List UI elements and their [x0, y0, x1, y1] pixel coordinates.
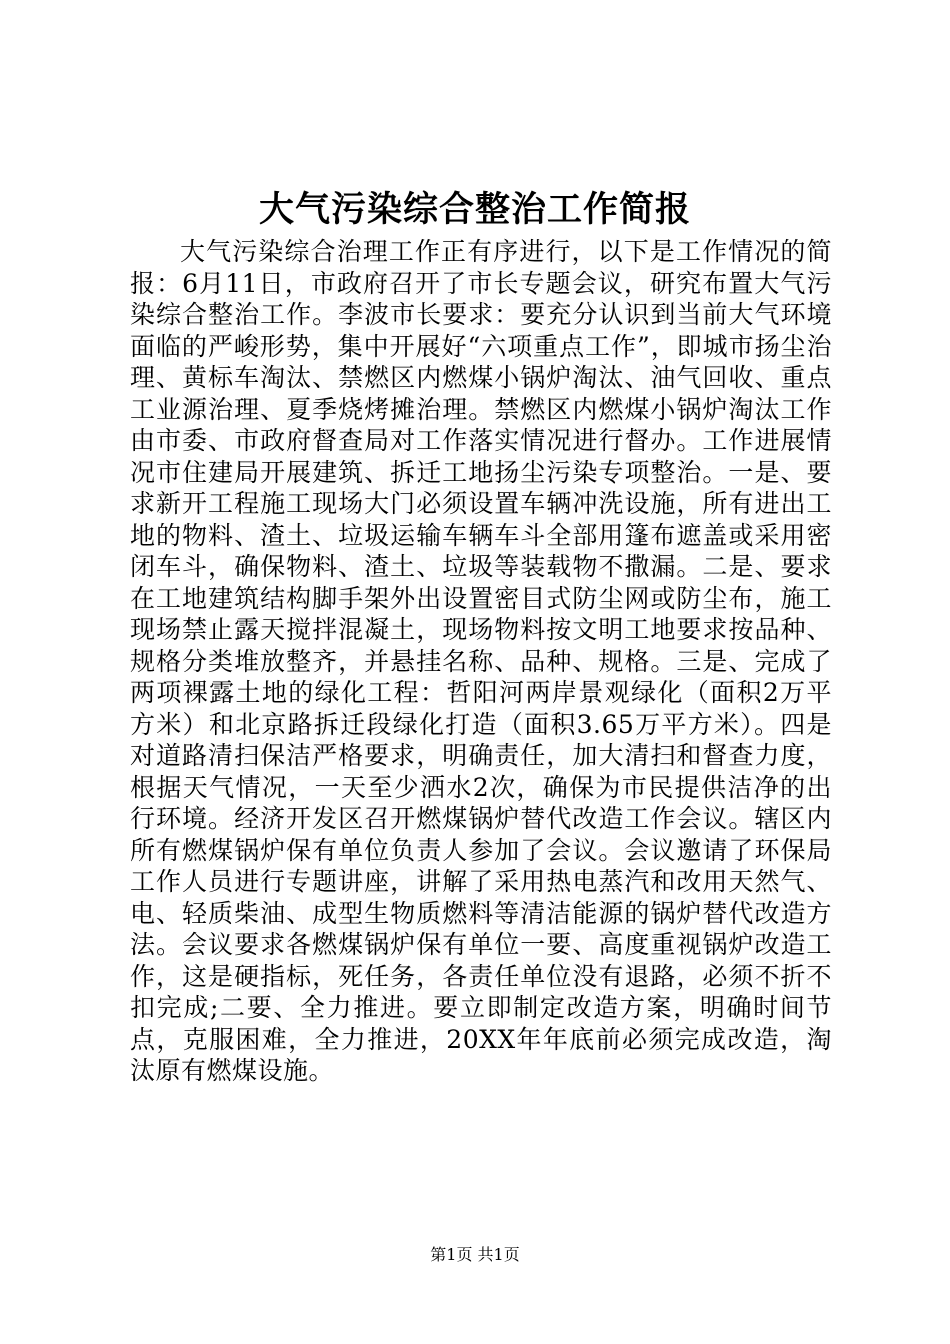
- document-title: 大气污染综合整治工作简报: [258, 189, 691, 230]
- page-footer: 第1页 共1页: [430, 1245, 520, 1264]
- document-body: 大气污染综合治理工作正有序进行，以下是工作情况的简报：6月11日，市政府召开了市长专题会议，研究布置大气污染综合整治工作。李波市长要求：要充分认识到当前大气环境面临的严峻形势，集中开展好“六项重点工作”，即城市扬尘治理、黄标车淘汰、禁燃区内燃煤小锅炉淘汰、油气回收、重点工业源治理、夏季烧烤摊治理。禁燃区内燃煤小锅炉淘汰工作由市委、市政府督查局对工作落实情况进行督办。工作进展情况市住建局开展建筑、拆迁工地扬尘污染专项整治。一是、要求新开工程施工现场大门必须设置车辆冲洗设施，所有进出工地的物料、渣土、垃圾运输车辆车斗全部用篷布遮盖或采用密闭车斗，确保物料、渣土、垃圾等装载物不撒漏。二是、要求在工地建筑结构脚手架外出设置密目式防尘网或防尘布，施工现场禁止露天搅拌混凝土，现场物料按文明工地要求按品种、规格分类堆放整齐，并悬挂名称、品种、规格。三是、完成了两项裸露土地的绿化工程：哲阳河两岸景观绿化（面积2万平方米）和北京路拆迁段绿化打造（面积3.65万平方米）。四是对道路清扫保洁严格要求，明确责任，加大清扫和督查力度，根据天气情况，一天至少洒水2次，确保为市民提供洁净的出行环境。经济开发区召开燃煤锅炉替代改造工作会议。辖区内所有燃煤锅炉保有单位负责人参加了会议。会议邀请了环保局工作人员进行专题讲座，讲解了采用热电蒸汽和改用天然气、电、轻质柴油、成型生物质燃料等清洁能源的锅炉替代改造方法。会议要求各燃煤锅炉保有单位一要、高度重视锅炉改造工作，这是硬指标，死任务，各责任单位没有退路，必须不折不扣完成;二要、全力推进。要立即制定改造方案，明确时间节点，克服困难，全力推进，20XX年年底前必须完成改造，淘汰原有燃煤设施。: [130, 237, 832, 1085]
